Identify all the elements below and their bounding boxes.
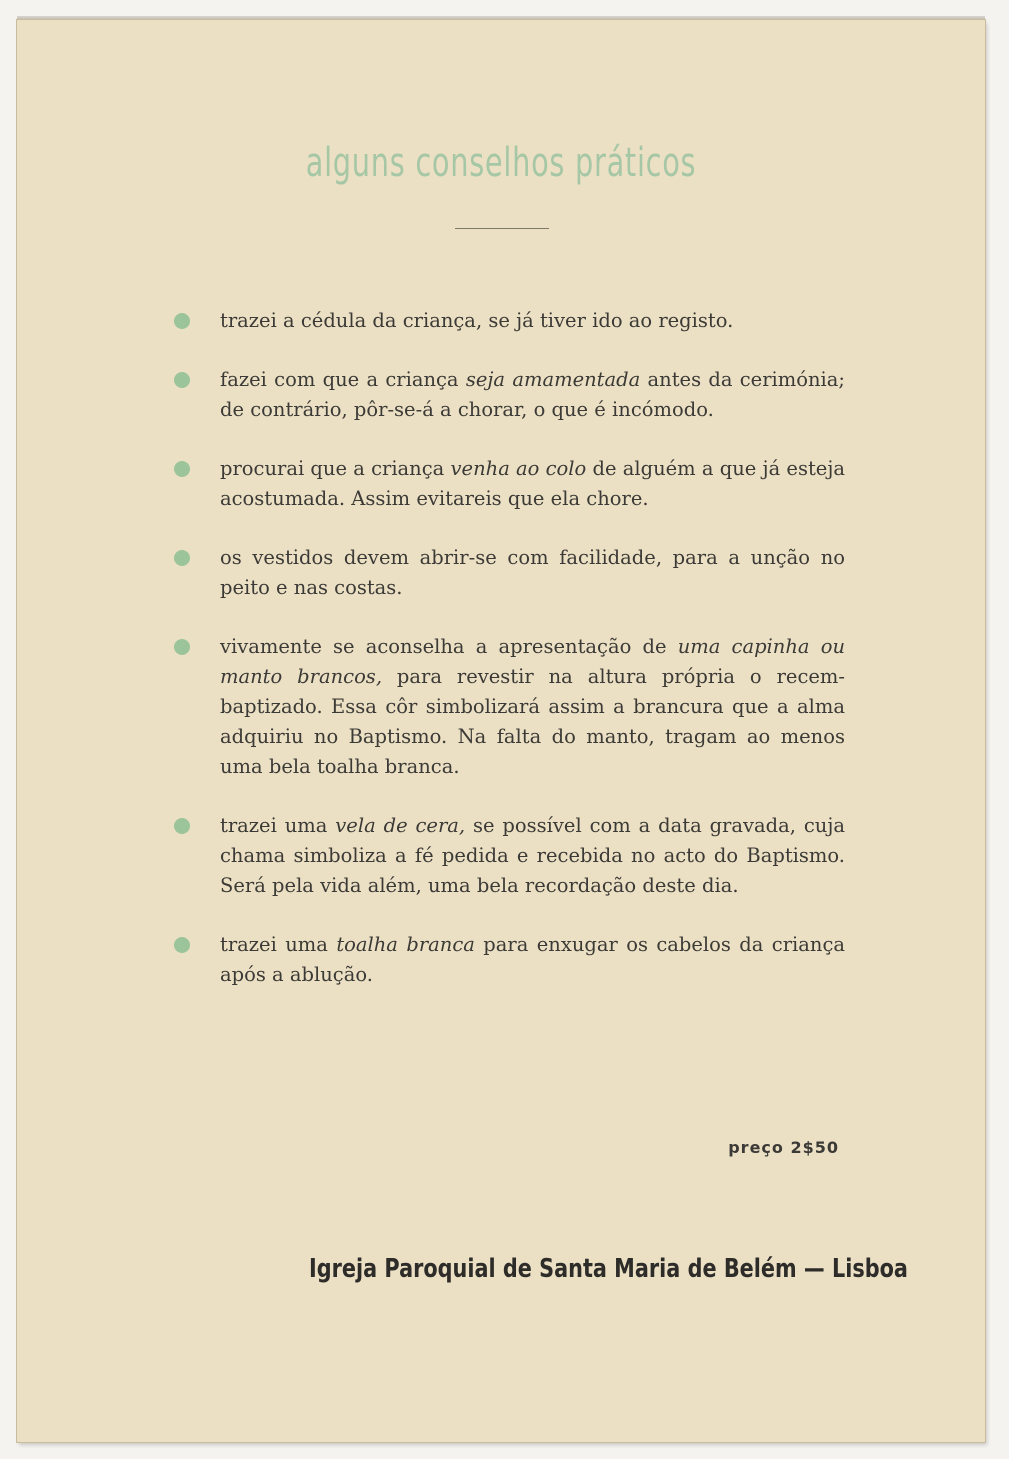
advice-text: procurai que a criança <box>220 457 451 480</box>
advice-item <box>165 306 845 336</box>
emphasis-text: uma capinha ou manto brancos, <box>220 635 845 688</box>
emphasis-text: venha ao colo <box>450 457 587 480</box>
advice-item <box>165 632 845 782</box>
advice-item <box>165 365 845 425</box>
bullet-dot-icon <box>174 639 190 655</box>
advice-text: se possível com a data gravada, cuja chama simboliza a fé pedida e recebida no acto do Baptismo. Será pela vida além, uma bela recordação deste dia. <box>220 814 845 897</box>
advice-text: os vestidos devem abrir-se com facilidade, para a unção no peito e nas costas. <box>220 546 845 599</box>
advice-text: trazei uma <box>220 933 337 956</box>
advice-text: antes da cerimónia; de contrário, pôr-se-á a chorar, o que é incómodo. <box>220 368 845 421</box>
page-title: alguns conselhos práticos <box>305 140 697 186</box>
advice-item <box>165 930 845 990</box>
advice-item <box>165 543 845 603</box>
emphasis-text: seja amamentada <box>465 368 641 391</box>
advice-text: para enxugar os cabelos da criança após a ablução. <box>220 933 846 986</box>
advice-text: para revestir na altura própria o recem-baptizado. Essa côr simbolizará assim a brancura que a alma adquiriu no Baptismo. Na falta do manto, tragam ao menos uma bela toalha branca. <box>220 665 845 778</box>
advice-item <box>165 454 845 514</box>
bullet-dot-icon <box>174 937 190 953</box>
advice-text: trazei a cédula da criança, se já tiver ido ao registo. <box>220 309 734 332</box>
bullet-dot-icon <box>174 461 190 477</box>
leaflet-page <box>17 20 985 1442</box>
advice-text: trazei uma <box>220 814 336 837</box>
emphasis-text: vela de cera, <box>335 814 466 837</box>
bullet-dot-icon <box>174 818 190 834</box>
bullet-dot-icon <box>174 313 190 329</box>
advice-item <box>165 811 845 901</box>
bullet-dot-icon <box>174 372 190 388</box>
title-divider <box>455 228 549 229</box>
advice-text: de alguém a que já esteja acostumada. Assim evitareis que ela chore. <box>220 457 846 510</box>
advice-text: fazei com que a criança <box>220 368 466 391</box>
bullet-dot-icon <box>174 550 190 566</box>
price-label: preço 2$50 <box>728 1138 839 1157</box>
emphasis-text: toalha branca <box>336 933 475 956</box>
advice-list <box>165 306 845 1019</box>
parish-footer: Igreja Paroquial de Santa Maria de Belém — Lisboa <box>309 1254 908 1284</box>
advice-text: vivamente se aconselha a apresentação de <box>220 635 678 658</box>
